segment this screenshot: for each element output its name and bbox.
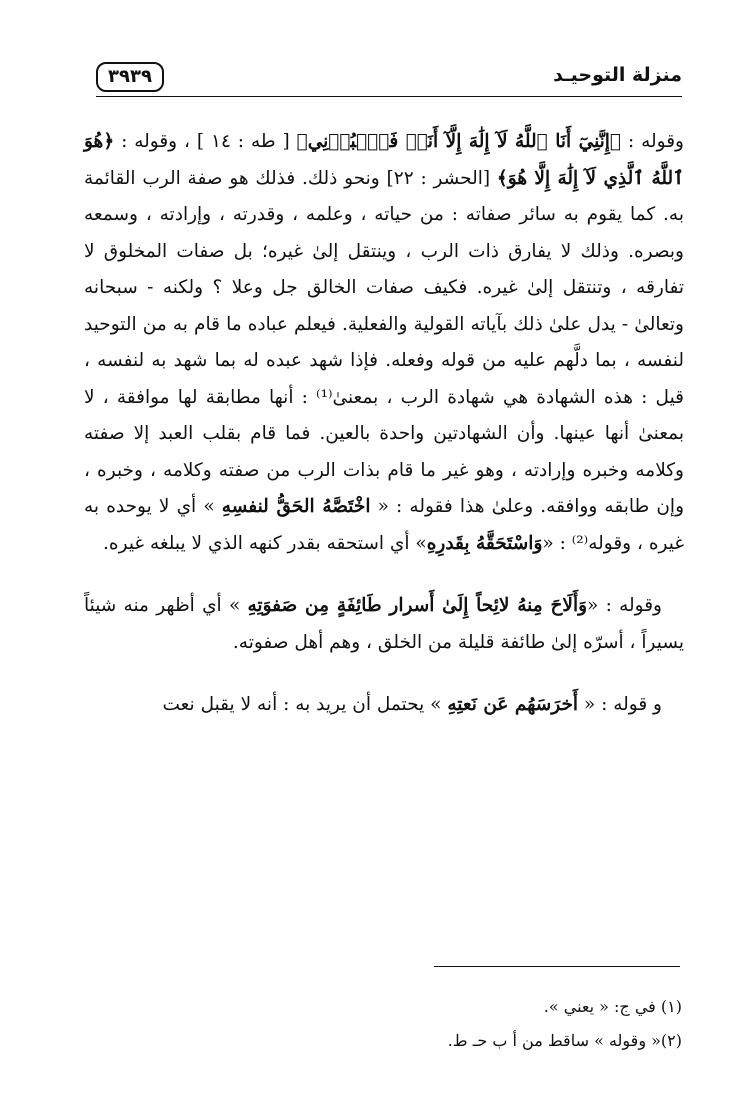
paragraph: وقوله : «وَأَلَاحَ مِنهُ لائِحاً إِلَىٰ أَسرار طَائِفَةٍ مِن صَفوَتِهِ » أي أظهر منه شيئاً يسيراً ، أسرّه إلىٰ طائفة قليلة من الخلق ، وهم أهل صفوته. xyxy=(84,595,684,653)
quoted-phrase: أَخرَسَهُم عَن نَعتِهِ xyxy=(447,694,579,715)
main-text xyxy=(84,124,684,724)
quran-quote: ﴿هُوَ ٱللَّهُ ٱلَّذِي لَآ إِلَٰهَ إِلَّا هُوَ﴾ xyxy=(84,131,684,189)
quoted-phrase: وَأَلَاحَ مِنهُ لائِحاً إِلَىٰ أَسرار طَائِفَةٍ مِن صَفوَتِهِ xyxy=(247,595,588,616)
paragraph: وقوله : ﴿إِنَّنِيٓ أَنَا ٱللَّهُ لَآ إِلَٰهَ إِلَّآ أَنَا۠ فَٱعۡبُدۡنِي﴾ [ طه : ١٤ ] ، وقوله : ﴿هُوَ ٱللَّهُ ٱلَّذِي لَآ إِلَٰهَ إِلَّا هُوَ﴾ [الحشر : ٢٢] ونحو ذلك. فذلك هو صفة الرب القائمة به. كما يقوم به سائر صفاته : من حياته ، وعلمه ، وقدرته ، وإرادته ، وسمعه وبصره. وذلك لا يفارق ذات الرب ، وينتقل إلىٰ غيره؛ بل صفات المخلوق لا تفارقه ، وتنتقل إلىٰ غيره. فكيف صفات الخالق جل وعلا ؟ ولكنه - سبحانه وتعالىٰ - يدل علىٰ ذلك بآياته القولية والفعلية. فيعلم عباده ما قام به من التوحيد لنفسه ، بما دلَّهم عليه من قوله وفعله. فإذا شهد عبده له بما شهد به لنفسه ، قيل : هذه الشهادة هي شهادة الرب ، بمعنىٰ⁽¹⁾ : أنها مطابقة لها موافقة ، لا بمعنىٰ أنها عينها. وأن الشهادتين واحدة بالعين. فما قام بقلب العبد إلا صفته وكلامه وخبره وإرادته ، وهو غير ما قام بذات الرب من صفته وكلامه ، وخبره ، وإن طابقه ووافقه. وعلىٰ هذا فقوله : « اخْتَصَّهُ الحَقُّ لنفسِهِ » أي لا يوحده به غيره ، وقوله⁽²⁾ : «وَاسْتَحَقَّهُ بِقَدرِهِ» أي استحقه بقدر كنهه الذي لا يبلغه غيره. xyxy=(84,131,684,554)
footnote: (٢)« وقوله » ساقط من أ ب حـ ط. xyxy=(447,1031,682,1050)
quoted-phrase: وَاسْتَحَقَّهُ بِقَدرِهِ xyxy=(426,532,543,554)
page-number: ٣٩٣٩ xyxy=(96,62,164,92)
footnote: (١) في ج: « يعني ». xyxy=(543,997,682,1016)
paragraph: و قوله : « أَخرَسَهُم عَن نَعتِهِ » يحتمل أن يريد به : أنه لا يقبل نعت xyxy=(162,694,662,715)
header-divider xyxy=(96,96,682,97)
footnote-divider xyxy=(434,966,680,967)
footnotes xyxy=(96,990,682,1058)
quran-quote: ﴿إِنَّنِيٓ أَنَا ٱللَّهُ لَآ إِلَٰهَ إِلَّآ أَنَا۠ فَٱعۡبُدۡنِي﴾ xyxy=(296,131,622,152)
page-header xyxy=(96,62,682,96)
quoted-phrase: اخْتَصَّهُ الحَقُّ لنفسِهِ xyxy=(221,496,371,517)
running-title: منزلة التوحيـد xyxy=(553,64,682,86)
